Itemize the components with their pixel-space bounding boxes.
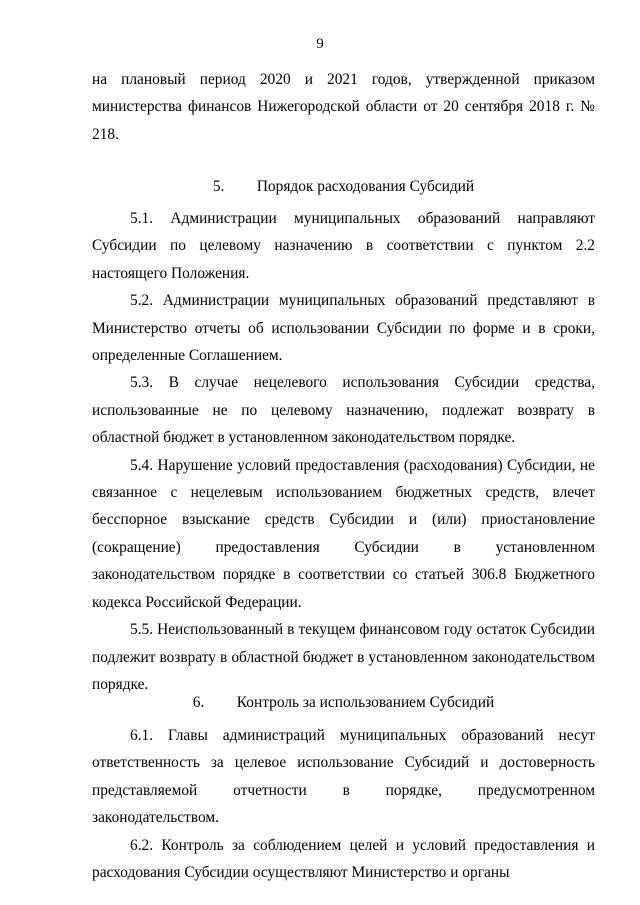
paragraph-5-2: 5.2. Администрации муниципальных образований представляют в Министерство отчеты об использовании Субсидии по форме и в сроки, определенные Соглашением. bbox=[92, 292, 595, 365]
section-6-body bbox=[92, 722, 595, 886]
paragraph-5-1: 5.1. Администрации муниципальных образований направляют Субсидии по целевому назначению в соответствии с пунктом 2.2 настоящего Положения. bbox=[92, 210, 595, 282]
paragraph-5-4: 5.4. Нарушение условий предоставления (расходования) Субсидии, не связанное с нецелевым использованием бюджетных средств, влечет бесспорное взыскание средств Субсидии и (или) приостановление (сокращение) предоставления Субсидии в установленном законодательством порядке в соответствии со статьей 306.8 Бюджетного кодекса Российской Федерации. bbox=[92, 456, 595, 611]
section-6-number: 6. bbox=[192, 694, 205, 711]
section-5-number: 5. bbox=[212, 178, 225, 195]
section-5-title: Порядок расходования Субсидий bbox=[256, 178, 475, 195]
paragraph-5-5: 5.5. Неиспользованный в текущем финансовом году остаток Субсидии подлежит возврату в областной бюджет в установленном законодательством порядке. bbox=[92, 621, 595, 693]
section-6-title: Контроль за использованием Субсидий bbox=[236, 694, 495, 711]
intro-paragraph: на плановый период 2020 и 2021 годов, утвержденной приказом министерства финансов Нижегородской области от 20 сентября 2018 г. № 218. bbox=[92, 71, 595, 143]
paragraph-6-1: 6.1. Главы администраций муниципальных образований несут ответственность за целевое использование Субсидий и достоверность представляемой отчетности в порядке, предусмотренном законодательством. bbox=[92, 727, 595, 827]
page-number: 9 bbox=[316, 36, 324, 52]
paragraph-6-2: 6.2. Контроль за соблюдением целей и условий предоставления и расходования Субсидии осуществляют Министерство и органы bbox=[92, 836, 595, 882]
section-5-heading bbox=[92, 173, 595, 200]
section-6-heading bbox=[92, 689, 595, 716]
section-5-body bbox=[92, 205, 595, 698]
paragraph-5-3: 5.3. В случае нецелевого использования Субсидии средства, использованные не по целевому назначению, подлежат возврату в областной бюджет в установленном законодательством порядке. bbox=[92, 374, 595, 447]
intro-block bbox=[92, 66, 595, 148]
